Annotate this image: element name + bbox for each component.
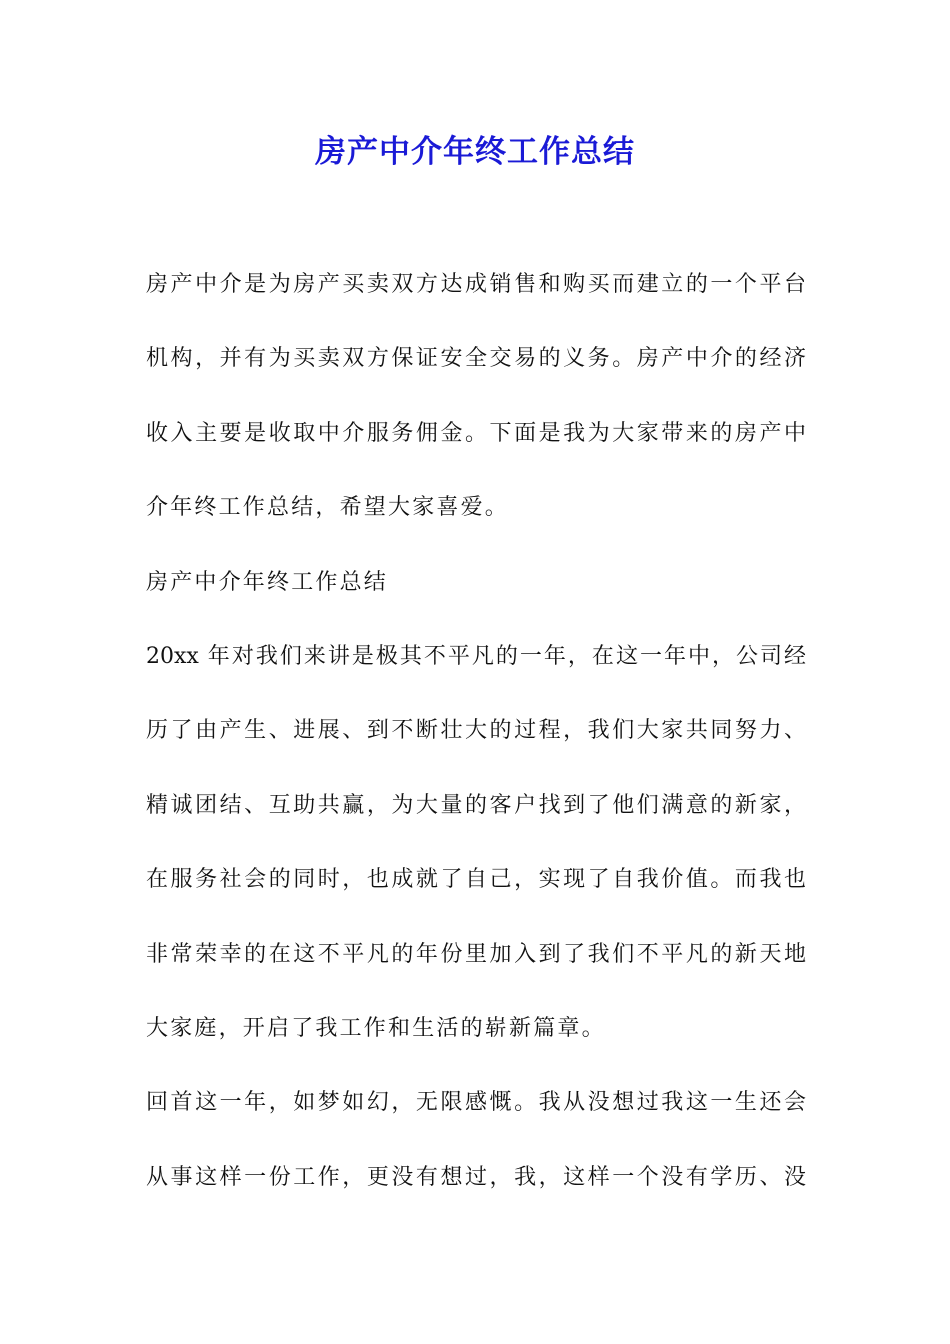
paragraph-line: 大家庭，开启了我工作和生活的崭新篇章。 bbox=[146, 1015, 606, 1041]
paragraph-line: 历了由产生、进展、到不断壮大的过程，我们大家共同努力、 bbox=[146, 718, 806, 744]
paragraph-line: 房产中介是为房产买卖双方达成销售和购买而建立的一个平台 bbox=[146, 272, 806, 297]
document-body bbox=[146, 262, 806, 1229]
paragraph-line: 20xx 年对我们来讲是极其不平凡的一年，在这一年中，公司经 bbox=[146, 643, 806, 669]
paragraph-line: 非常荣幸的在这不平凡的年份里加入到了我们不平凡的新天地 bbox=[146, 941, 806, 967]
paragraph-line: 机构，并有为买卖双方保证安全交易的义务。房产中介的经济 bbox=[146, 346, 806, 372]
document-title: 房产中介年终工作总结 bbox=[315, 134, 635, 170]
paragraph-line: 精诚团结、互助共赢，为大量的客户找到了他们满意的新家， bbox=[146, 792, 806, 818]
section-heading: 房产中介年终工作总结 bbox=[146, 569, 389, 595]
paragraph-line: 从事这样一份工作，更没有想过，我，这样一个没有学历、没 bbox=[146, 1164, 806, 1190]
paragraph-line: 回首这一年，如梦如幻，无限感慨。我从没想过我这一生还会 bbox=[146, 1090, 806, 1116]
paragraph-line: 在服务社会的同时，也成就了自己，实现了自我价值。而我也 bbox=[146, 867, 806, 893]
paragraph-line: 收入主要是收取中介服务佣金。下面是我为大家带来的房产中 bbox=[146, 420, 806, 446]
paragraph-line: 介年终工作总结，希望大家喜爱。 bbox=[146, 495, 510, 521]
